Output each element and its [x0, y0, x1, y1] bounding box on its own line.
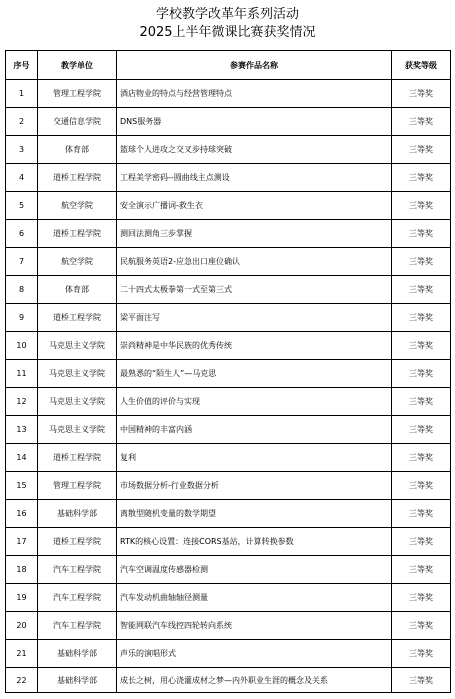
row-number: 20	[6, 612, 38, 640]
table-row	[6, 668, 451, 693]
table-row	[6, 304, 451, 332]
row-unit: 航空学院	[38, 248, 117, 276]
row-award-level: 三等奖	[392, 500, 451, 528]
row-unit: 体育部	[38, 276, 117, 304]
row-unit: 基础科学部	[38, 640, 117, 668]
column-header-work: 参赛作品名称	[117, 51, 392, 80]
row-unit: 马克思主义学院	[38, 360, 117, 388]
column-header-level: 获奖等级	[392, 51, 451, 80]
row-number: 17	[6, 528, 38, 556]
row-work-title: 测回法测角三步掌握	[117, 220, 392, 248]
row-unit: 汽车工程学院	[38, 584, 117, 612]
row-work-title: 民航服务英语2-应急出口座位确认	[117, 248, 392, 276]
row-unit: 道桥工程学院	[38, 444, 117, 472]
row-number: 15	[6, 472, 38, 500]
row-work-title: 市场数据分析-行业数据分析	[117, 472, 392, 500]
row-award-level: 三等奖	[392, 136, 451, 164]
table-row	[6, 584, 451, 612]
table-row	[6, 276, 451, 304]
row-number: 9	[6, 304, 38, 332]
table-row	[6, 248, 451, 276]
table-row	[6, 80, 451, 108]
row-work-title: DNS服务器	[117, 108, 392, 136]
table-row	[6, 332, 451, 360]
row-work-title: 成长之树，用心浇灌成材之梦—内外职业生涯的概念及关系	[117, 668, 392, 693]
row-award-level: 三等奖	[392, 164, 451, 192]
row-award-level: 三等奖	[392, 248, 451, 276]
row-unit: 道桥工程学院	[38, 164, 117, 192]
row-work-title: 智能网联汽车线控四轮转向系统	[117, 612, 392, 640]
row-number: 10	[6, 332, 38, 360]
row-unit: 体育部	[38, 136, 117, 164]
row-work-title: 汽车空调温度传感器检测	[117, 556, 392, 584]
row-unit: 马克思主义学院	[38, 388, 117, 416]
row-award-level: 三等奖	[392, 80, 451, 108]
row-unit: 航空学院	[38, 192, 117, 220]
row-award-level: 三等奖	[392, 220, 451, 248]
row-unit: 马克思主义学院	[38, 332, 117, 360]
row-award-level: 三等奖	[392, 528, 451, 556]
row-work-title: RTK的核心设置：连接CORS基站，计算转换参数	[117, 528, 392, 556]
row-award-level: 三等奖	[392, 556, 451, 584]
row-award-level: 三等奖	[392, 304, 451, 332]
row-award-level: 三等奖	[392, 388, 451, 416]
table-row	[6, 416, 451, 444]
row-award-level: 三等奖	[392, 584, 451, 612]
table-row	[6, 472, 451, 500]
row-award-level: 三等奖	[392, 640, 451, 668]
row-unit: 道桥工程学院	[38, 304, 117, 332]
row-number: 22	[6, 668, 38, 693]
row-award-level: 三等奖	[392, 108, 451, 136]
row-work-title: 人生价值的评价与实现	[117, 388, 392, 416]
row-number: 4	[6, 164, 38, 192]
row-number: 6	[6, 220, 38, 248]
row-work-title: 中国精神的丰富内涵	[117, 416, 392, 444]
column-header-number: 序号	[6, 51, 38, 80]
table-header-row	[6, 51, 451, 80]
row-number: 3	[6, 136, 38, 164]
row-work-title: 复利	[117, 444, 392, 472]
row-number: 14	[6, 444, 38, 472]
row-number: 5	[6, 192, 38, 220]
table-row	[6, 136, 451, 164]
row-number: 12	[6, 388, 38, 416]
row-number: 1	[6, 80, 38, 108]
row-unit: 道桥工程学院	[38, 528, 117, 556]
row-number: 19	[6, 584, 38, 612]
table-row	[6, 108, 451, 136]
row-unit: 管理工程学院	[38, 472, 117, 500]
row-award-level: 三等奖	[392, 360, 451, 388]
row-work-title: 酒店物业的特点与经营管理特点	[117, 80, 392, 108]
row-work-title: 最熟悉的“陌生人”—马克思	[117, 360, 392, 388]
row-unit: 交通信息学院	[38, 108, 117, 136]
row-work-title: 工程美学密码--圆曲线主点测设	[117, 164, 392, 192]
table-body	[6, 80, 451, 693]
row-work-title: 汽车发动机曲轴轴径测量	[117, 584, 392, 612]
awards-table	[5, 50, 451, 693]
column-header-unit: 教学单位	[38, 51, 117, 80]
row-award-level: 三等奖	[392, 332, 451, 360]
document-title: 学校教学改革年系列活动	[155, 7, 299, 22]
table-row	[6, 500, 451, 528]
table-row	[6, 220, 451, 248]
row-unit: 马克思主义学院	[38, 416, 117, 444]
row-award-level: 三等奖	[392, 192, 451, 220]
row-number: 13	[6, 416, 38, 444]
row-award-level: 三等奖	[392, 668, 451, 693]
table-row	[6, 360, 451, 388]
row-number: 7	[6, 248, 38, 276]
row-work-title: 安全演示广播词-救生衣	[117, 192, 392, 220]
row-award-level: 三等奖	[392, 472, 451, 500]
table-row	[6, 444, 451, 472]
row-award-level: 三等奖	[392, 444, 451, 472]
table-row	[6, 164, 451, 192]
row-award-level: 三等奖	[392, 612, 451, 640]
row-number: 11	[6, 360, 38, 388]
row-number: 2	[6, 108, 38, 136]
row-unit: 管理工程学院	[38, 80, 117, 108]
row-unit: 基础科学部	[38, 668, 117, 693]
row-unit: 基础科学部	[38, 500, 117, 528]
row-unit: 汽车工程学院	[38, 612, 117, 640]
row-number: 8	[6, 276, 38, 304]
table-row	[6, 388, 451, 416]
row-number: 21	[6, 640, 38, 668]
row-unit: 道桥工程学院	[38, 220, 117, 248]
row-work-title: 梁平面注写	[117, 304, 392, 332]
table-row	[6, 612, 451, 640]
row-work-title: 崇尚精神是中华民族的优秀传统	[117, 332, 392, 360]
document-subtitle: 2025上半年微课比赛获奖情况	[139, 25, 316, 40]
table-row	[6, 192, 451, 220]
row-award-level: 三等奖	[392, 416, 451, 444]
row-work-title: 声乐的演唱形式	[117, 640, 392, 668]
table-row	[6, 640, 451, 668]
row-unit: 汽车工程学院	[38, 556, 117, 584]
row-work-title: 二十四式太极拳第一式至第三式	[117, 276, 392, 304]
row-number: 18	[6, 556, 38, 584]
row-work-title: 离散型随机变量的数学期望	[117, 500, 392, 528]
row-award-level: 三等奖	[392, 276, 451, 304]
row-work-title: 篮球个人进攻之交叉步持球突破	[117, 136, 392, 164]
row-number: 16	[6, 500, 38, 528]
table-row	[6, 556, 451, 584]
table-row	[6, 528, 451, 556]
